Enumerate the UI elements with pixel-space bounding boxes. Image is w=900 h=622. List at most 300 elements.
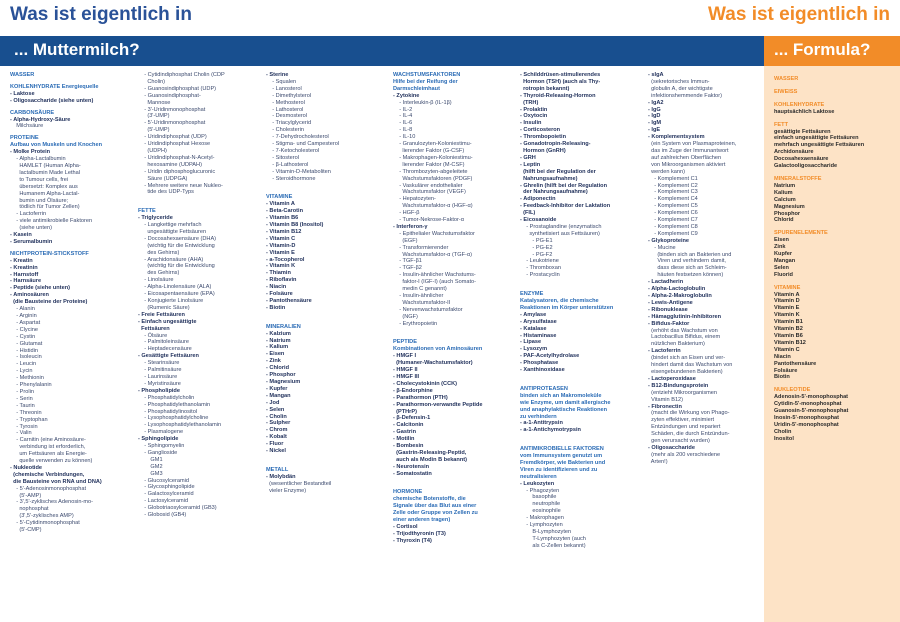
list-item: - Lactoperoxidase: [648, 375, 696, 382]
list-item: - Lysophosphatidylcholine: [138, 415, 209, 422]
list-item: - Heptadecensäure: [138, 346, 192, 353]
list-item: - Vitamin A: [266, 201, 295, 208]
list-item: - Niacin: [266, 284, 287, 291]
list-item: - Isoleucin: [10, 354, 42, 361]
list-item: - PG-F2: [520, 251, 553, 258]
list-item: [266, 183, 390, 190]
list-item: Vitamin B12): [648, 396, 684, 403]
list-item: - Eicosapentaensäure (EPA): [138, 291, 215, 298]
list-item: Mannose: [138, 99, 171, 106]
list-item: - 7-Dehydrocholesterol: [266, 134, 329, 141]
list-item: - Phosphor: [266, 372, 296, 379]
list-item: - Ribonuklease: [648, 306, 688, 313]
list-item: Milchsäure: [10, 123, 44, 130]
list-item: - Taurin: [10, 402, 35, 409]
list-item: Viren und verhindern damit,: [648, 258, 726, 265]
list-item: Inositol: [774, 435, 794, 442]
list-item: Reaktionen im Körper unterstützen: [520, 304, 614, 311]
list-item: Vitamin B1: [774, 319, 803, 326]
section-heading: PROTEINE: [10, 135, 39, 142]
list-item: - Glutamat: [10, 340, 43, 347]
list-item: - Pantothensäure: [266, 298, 312, 304]
list-item: - Parathormon-verwandte Peptide: [393, 401, 483, 408]
list-item: Vitamin B12: [774, 339, 806, 346]
list-item: Zelle oder Gruppe von Zellen zu: [393, 510, 478, 517]
list-item: - Galactosylceramid: [138, 491, 194, 498]
list-item: - Methosterol: [266, 99, 305, 106]
list-item: - Alpha-Lactoglobulin: [648, 286, 706, 293]
list-item: - Thrombozyten-abgeleitete: [393, 168, 468, 175]
list-item: (NGF): [393, 313, 418, 320]
list-item: - Trijodthyronin (T3): [393, 530, 446, 537]
list-item: (bindet sich an Eisen und ver-: [648, 355, 726, 362]
list-item: eosinophile: [520, 508, 561, 515]
list-item: Kalium: [774, 189, 793, 196]
list-item: - Bifidus-Faktor: [648, 320, 690, 327]
list-item: - Gonadotropin-Releasing-: [520, 141, 591, 148]
list-item: - Jod: [266, 399, 280, 406]
list-item: (3',5'-zyklisches AMP): [10, 513, 74, 520]
list-item: - Lymphozyten: [520, 522, 563, 529]
list-item: bumin und Ölsäure;: [10, 197, 69, 204]
list-item: - Lysozym: [520, 346, 548, 353]
list-item: - Uridindiphosphat Hexose: [138, 141, 211, 148]
column-4: [393, 72, 517, 620]
list-item: tödlich für Tumor Zellen): [10, 204, 80, 211]
list-item: - HMGF II: [393, 367, 418, 374]
list-item: Natrium: [774, 182, 796, 189]
list-item: - Kasein: [10, 232, 32, 239]
list-item: chemische Botenstoffe, die: [393, 496, 466, 503]
list-item: - IgM: [648, 120, 662, 127]
list-item: - Globosid (GB4): [138, 512, 187, 519]
column-5: [520, 72, 644, 620]
list-item: tide des UDP-Typs: [138, 189, 194, 196]
list-item: Fremdkörper, wie Bakterien und: [520, 459, 606, 466]
list-item: - Kalzium: [266, 330, 291, 337]
list-item: - Makrophagen: [520, 515, 564, 522]
column-1: [10, 72, 134, 620]
list-item: (5'-UMP): [138, 127, 170, 134]
list-item: - Somatostatin: [393, 470, 432, 477]
list-item: - Myristinsäure: [138, 380, 181, 387]
list-item: - Lewis-Antigene: [648, 299, 693, 306]
list-item: - PG-E2: [520, 244, 553, 251]
list-item: Vitamin D: [774, 298, 800, 305]
list-item: einfach ungesättigte Fettsäuren: [774, 135, 859, 142]
list-item: - Kobalt: [266, 434, 287, 441]
list-item: Phosphor: [774, 210, 801, 217]
list-item: Adenosin-5'-monophosphat: [774, 394, 849, 401]
list-item: - Phagozyten: [520, 487, 560, 494]
list-item: eisengebundenen Bakterien): [648, 368, 723, 375]
section-heading: CARBONSÄURE: [10, 109, 55, 116]
list-item: - Vitamin K: [266, 263, 296, 270]
list-item: (Humaner-Wachstumsfaktor): [393, 360, 473, 367]
list-item: Vitamin B2: [774, 326, 803, 333]
column-3: [266, 72, 390, 620]
list-item: - Thyroid-Releasing-Hormon: [520, 92, 596, 99]
list-item: (Gastrin-Releasing-Peptid,: [393, 449, 467, 456]
list-item: - sIgA: [648, 72, 664, 78]
list-item: Inosin-5'-monophosphat: [774, 414, 840, 421]
list-item: - B12-Bindungsprotein: [648, 382, 709, 389]
list-item: - Komplement C2: [648, 182, 698, 189]
list-item: Schäden, die durch Entzündun-: [648, 431, 730, 438]
list-item: - Sitosterol: [266, 154, 299, 161]
list-item: - Fibronectin: [648, 403, 682, 410]
list-item: lierender Faktor (G-CSF): [393, 147, 465, 154]
list-item: auf zahlreichen Oberflächen: [648, 154, 722, 161]
list-item: als C-Zellen bekannt): [520, 542, 586, 549]
list-item: - Uridindiphosphat-N-Acetyl-: [138, 154, 215, 161]
list-item: - Laurinsäure: [138, 373, 178, 380]
list-item: - Oligosaccharide: [648, 444, 695, 451]
list-item: - Motilin: [393, 436, 415, 443]
list-item: - Leucin: [10, 361, 37, 368]
list-item: - Leukotriene: [520, 258, 559, 265]
list-item: und anaphylaktische Reaktionen: [520, 406, 608, 413]
list-item: - TGF-β2: [393, 265, 422, 272]
list-item: Uridin-5'-monophosphat: [774, 421, 839, 428]
list-item: - Arginin: [10, 313, 37, 319]
list-item: - 3',5'-zyklisches Adenosin-mo-: [10, 499, 93, 506]
list-item: - Erythropoietin: [393, 320, 438, 327]
list-item: - Leptin: [520, 161, 541, 168]
list-item: binden sich an Makromoleküle: [520, 392, 602, 399]
list-item: (binden sich an Bakterien und: [648, 251, 732, 258]
list-item: - Phenylalanin: [10, 382, 52, 389]
list-item: - Ganglioside: [138, 449, 178, 456]
list-item: (TRH): [520, 99, 539, 106]
title-right: Was ist eigentlich in: [708, 4, 890, 25]
list-item: Wachstumsfaktor-II: [393, 299, 451, 306]
list-item: - HGF-β: [393, 210, 420, 217]
list-item: wie Enzyme, um damit allergische: [520, 399, 611, 406]
list-item: die Bausteine von RNA und DNA): [10, 478, 102, 485]
list-item: Vitamin E: [774, 305, 800, 312]
list-item: Magnesium: [774, 203, 805, 210]
list-item: (FIL): [520, 210, 536, 217]
list-item: - Carnitin (eine Aminosäure-: [10, 437, 86, 444]
list-item: - Zink: [266, 358, 281, 365]
list-item: (5'-AMP): [10, 492, 42, 499]
list-item: - Sulpher: [266, 420, 291, 427]
list-item: rotropin bekannt): [520, 85, 570, 92]
list-item: - Feedback-Inhibitor der Laktation: [520, 203, 611, 210]
list-item: - Cholesterin: [266, 127, 304, 134]
list-item: - Transformierender: [393, 244, 449, 251]
list-item: Biotin: [774, 374, 790, 381]
section-heading: ANTIMIKROBIELLE FAKTOREN: [520, 446, 604, 453]
list-item: (entzieht Mikroorganismen: [648, 389, 718, 396]
list-item: - Calcitonin: [393, 422, 424, 429]
list-item: verbindung ist erforderlich,: [10, 444, 86, 451]
list-item: - Riboflavin: [266, 277, 297, 284]
list-item: - Glucosylceramid: [138, 477, 189, 484]
list-item: Vitamin B6: [774, 333, 803, 339]
list-item: Wachstumsfaktor-α (TGF-α): [393, 251, 472, 258]
list-item: übersetzt: Komplex aus: [10, 183, 78, 190]
list-item: - Prostaglandine (enzymatisch: [520, 223, 602, 230]
list-item: - Thiamin: [266, 270, 291, 277]
list-item: - Sphingolipide: [138, 436, 179, 443]
list-item: [520, 374, 644, 381]
list-item: - PG-E1: [520, 237, 553, 244]
list-item: Lactobacillus Bifidus, einem: [648, 334, 721, 341]
list-item: - Thromboxan: [520, 265, 561, 272]
list-item: - Parathormon (PTH): [393, 394, 448, 401]
list-item: (UDPH): [138, 147, 167, 154]
list-item: - Plasmalogene: [138, 429, 184, 436]
list-item: Hormon (GnRH): [520, 147, 566, 154]
list-item: - Cystin: [10, 333, 36, 340]
list-item: - Mehrere weitere neue Nukleo-: [138, 182, 223, 189]
list-item: - Gesättigte Fettsäuren: [138, 353, 199, 360]
list-item: - viele antimikrobielle Faktoren: [10, 218, 93, 225]
list-item: HAMLET (Human Alpha-: [10, 162, 81, 169]
list-item: - Prolaktin: [520, 106, 548, 113]
list-item: - Alpha-Hydroxy-Säure: [10, 116, 71, 123]
list-item: - Interleukin-β (IL-1β): [393, 99, 452, 106]
list-item: das im Zuge der Immunantwort: [648, 147, 729, 154]
list-item: (ein System von Plasmaproteinen,: [648, 141, 737, 148]
list-item: - IgE: [648, 127, 661, 134]
list-item: (PTHrP): [393, 408, 417, 415]
list-item: - HMGF III: [393, 373, 420, 380]
list-item: - Vitamin C: [266, 235, 296, 242]
section-heading: ENZYME: [520, 291, 544, 298]
column-2: [138, 72, 262, 620]
list-item: - IL-8: [393, 127, 413, 134]
list-item: (macht die Wirkung von Phago-: [648, 410, 730, 417]
list-item: - Mucine: [648, 244, 676, 251]
list-item: (wichtig für die Entwicklung: [138, 242, 215, 249]
list-item: - Nervenwachstumsfaktor: [393, 306, 463, 313]
list-item: - Vitamin-D-Metaboliten: [266, 168, 331, 175]
list-item: - Uridin diphosphoglucuronic: [138, 168, 216, 175]
list-item: vom Immunsystem genutzt um: [520, 453, 603, 460]
list-item: Folsäure: [774, 367, 798, 374]
list-item: - Komplement C9: [648, 230, 698, 237]
section-heading: HORMONE: [393, 489, 423, 496]
list-item: - Oxytocin: [520, 113, 548, 120]
list-item: Zink: [774, 244, 786, 251]
list-item: Vitamin C: [774, 346, 800, 353]
section-heading: METALL: [266, 466, 289, 473]
list-item: - Konjugierte Linolsäure: [138, 298, 204, 304]
list-item: vieler Enzyme): [266, 487, 307, 494]
list-item: - Eicosanoide: [520, 217, 557, 224]
list-item: Mangan: [774, 257, 796, 264]
list-item: mehrfach ungesättigte Fettsäuren: [774, 142, 865, 149]
list-item: - Makrophagen-Koloniestimu-: [393, 154, 473, 161]
list-item: - Nickel: [266, 448, 286, 455]
list-item: Humanem Alpha-Lactal-: [10, 190, 80, 197]
list-item: - Neurotensin: [393, 463, 430, 470]
list-item: Galactooligosaccharide: [774, 163, 838, 170]
list-item: - Clycine: [10, 326, 38, 333]
list-item: - Vitamin B12: [266, 228, 302, 235]
list-item: to Tumour cells, frei: [10, 176, 69, 183]
list-item: - Gastrin: [393, 429, 417, 436]
list-item: - 5'-Cytidinmonophosphat: [10, 520, 80, 527]
list-item: - IL-2: [393, 106, 413, 113]
list-item: - Komplement C3: [648, 189, 698, 196]
list-item: [266, 455, 390, 462]
list-item: [520, 434, 644, 441]
list-item: - Komplement C5: [648, 203, 698, 210]
list-item: - Peptide (siehe unten): [10, 285, 70, 292]
list-item: des Gehirns): [138, 249, 180, 256]
list-item: (sekretorisches Immun-: [648, 78, 710, 85]
list-item: - Prolin: [10, 388, 34, 395]
list-item: - Kreatinin: [10, 264, 38, 271]
list-item: einer anderen tragen): [393, 517, 451, 524]
list-item: - Linolsäure: [138, 277, 174, 284]
list-item: B-Lymphozyten: [520, 529, 572, 535]
list-item: ungesättigte Fettsäuren: [138, 228, 207, 235]
list-item: nophosphat: [10, 506, 49, 513]
list-item: synthetisiert aus Fettsäuren): [520, 230, 600, 237]
list-item: (die Bausteine der Proteine): [10, 299, 88, 306]
list-item: - Docosahexaensäure (DHA): [138, 235, 217, 242]
list-item: - PAF-Acetylhydrolase: [520, 353, 580, 360]
list-item: - Phosphatase: [520, 360, 559, 367]
list-item: - Alanin: [10, 306, 35, 313]
list-item: GM3: [138, 470, 163, 477]
list-item: - GRH: [520, 154, 536, 161]
list-item: faktor-I (IGF-I) (auch Somato-: [393, 279, 476, 286]
list-item: - Chlorid: [266, 365, 289, 372]
list-item: - a-1-Antitrypsin: [520, 420, 563, 427]
list-item: Guanosin-5'-monophosphat: [774, 408, 849, 415]
list-item: (EGF): [393, 237, 418, 244]
list-item: - IL-6: [393, 120, 413, 127]
list-item: - Kreatin: [10, 257, 33, 264]
list-item: GM1: [138, 456, 163, 463]
column-6: [648, 72, 762, 620]
list-item: Nahrungsaufnahme): [520, 175, 578, 182]
list-item: - Vaskulärer endothelialer: [393, 182, 463, 189]
list-item: - Harnstoff: [10, 271, 39, 278]
list-item: Cytidin-5'-monophosphat: [774, 401, 842, 408]
section-heading: WASSER: [10, 72, 35, 78]
list-item: - Vitamin E: [266, 249, 295, 256]
list-item: - a-Tocopherol: [266, 256, 305, 263]
list-item: - Natrium: [266, 337, 291, 344]
list-item: - a-1-Antichymotrypsin: [520, 427, 581, 434]
list-item: nützlichen Bakterium): [648, 341, 705, 348]
list-item: - Stearinsäure: [138, 360, 180, 367]
list-item: - Alpha-2-Makroglobulin: [648, 293, 712, 299]
list-item: - 5'-Uridinmonophosphat: [138, 120, 206, 127]
list-item: - Ghrelin (hilft bei der Regulation: [520, 182, 608, 189]
list-item: neutralisieren: [520, 473, 557, 480]
list-item: (5'-CMP): [10, 527, 42, 534]
list-item: auch als Modin B bekannt): [393, 456, 467, 463]
list-item: Hilfe bei der Reifung der: [393, 78, 458, 85]
list-item: - Komplement C6: [648, 210, 698, 217]
list-item: von Mikroorganismen aktiviert: [648, 161, 726, 168]
list-item: - Mangan: [266, 392, 291, 399]
list-item: - Sterine: [266, 72, 289, 78]
list-item: - 3'-Uridinmonophosphat: [138, 106, 206, 113]
list-item: - Interferon-γ: [393, 223, 428, 230]
list-item: Selen: [774, 264, 789, 271]
list-item: dass diese sich an Schleim-: [648, 265, 727, 272]
list-item: medin C genannt): [393, 286, 447, 293]
list-item: - Kupfer: [266, 385, 288, 392]
list-item: - IgA2: [648, 99, 664, 106]
list-item: - Fluor: [266, 441, 284, 448]
list-item: - Cholin: [266, 413, 287, 420]
section-heading: KOHLENHYDRATE Energiequelle: [10, 83, 99, 90]
list-item: [138, 196, 262, 203]
list-item: - Insulin-ähnlicher: [393, 293, 444, 299]
list-item: werden kann): [648, 168, 686, 175]
list-item: - Triglyceride: [138, 215, 173, 222]
list-item: - Granulozyten-Koloniestimu-: [393, 141, 472, 148]
list-item: globulin A, der wichtigste: [648, 85, 713, 92]
list-item: Docosahexaensäure: [774, 156, 829, 163]
list-item: - TGF-β1: [393, 258, 422, 265]
list-item: - Hepatozyten-: [393, 196, 436, 203]
list-item: - Insulin-ähnlicher Wachstums-: [393, 272, 476, 279]
list-item: Kupfer: [774, 251, 793, 258]
list-item: - Lipase: [520, 339, 542, 346]
list-item: - IgD: [648, 113, 661, 120]
section-heading: KOHLENHYDRATE: [774, 101, 825, 108]
list-item: - Tryptophan: [10, 416, 48, 423]
list-item: - Glycosphingolipide: [138, 484, 195, 491]
list-item: Arten!): [648, 458, 668, 465]
list-item: T-Lymphozyten (auch: [520, 535, 586, 542]
list-item: der Nahrungsaufnahme): [520, 189, 588, 196]
list-item: (chemische Verbindungen,: [10, 471, 85, 478]
list-item: - HMGF I: [393, 353, 416, 360]
list-item: quelle verwenden zu können): [10, 458, 93, 465]
list-item: Signale über das Blut aus einer: [393, 503, 477, 510]
list-item: - Arachidonsäure (AHA): [138, 256, 204, 263]
list-item: (mehr als 200 verschiedene: [648, 451, 721, 458]
list-item: (siehe unten): [10, 225, 52, 232]
list-item: - Palmitinsäure: [138, 367, 182, 374]
list-item: Entzündungen und repariert: [648, 424, 721, 431]
list-item: [393, 328, 517, 335]
list-item: hexosamine (UDPAH): [138, 161, 202, 168]
section-heading: MINERALIEN: [266, 323, 301, 330]
list-item: - Magnesium: [266, 378, 301, 385]
list-item: Wachstumsfaktor (VEGF): [393, 189, 466, 196]
list-item: - Corticosteron: [520, 127, 561, 134]
list-item: lierender Faktor (M-CSF): [393, 161, 465, 168]
list-item: - Oligosaccharide (siehe unten): [10, 97, 94, 104]
list-item: - Histidin: [10, 347, 38, 354]
list-item: - Lactosylceramid: [138, 498, 189, 505]
section-heading: MINERALSTOFFE: [774, 175, 822, 182]
list-item: - Thrombopoietin: [520, 134, 566, 141]
list-item: - Molke Protein: [10, 149, 51, 156]
list-item: - Freie Fettsäuren: [138, 311, 185, 318]
section-heading: EIWEISS: [774, 88, 798, 95]
list-item: - Laktose: [10, 90, 35, 97]
list-item: Fettsäuren: [138, 325, 170, 332]
list-item: - Tumor-Nekrose-Faktor-α: [393, 217, 464, 224]
list-item: - Vitamin B8 (Inositol): [266, 222, 324, 229]
list-item: Vitamin A: [774, 291, 800, 298]
list-item: - Lactoferrin: [10, 211, 47, 218]
